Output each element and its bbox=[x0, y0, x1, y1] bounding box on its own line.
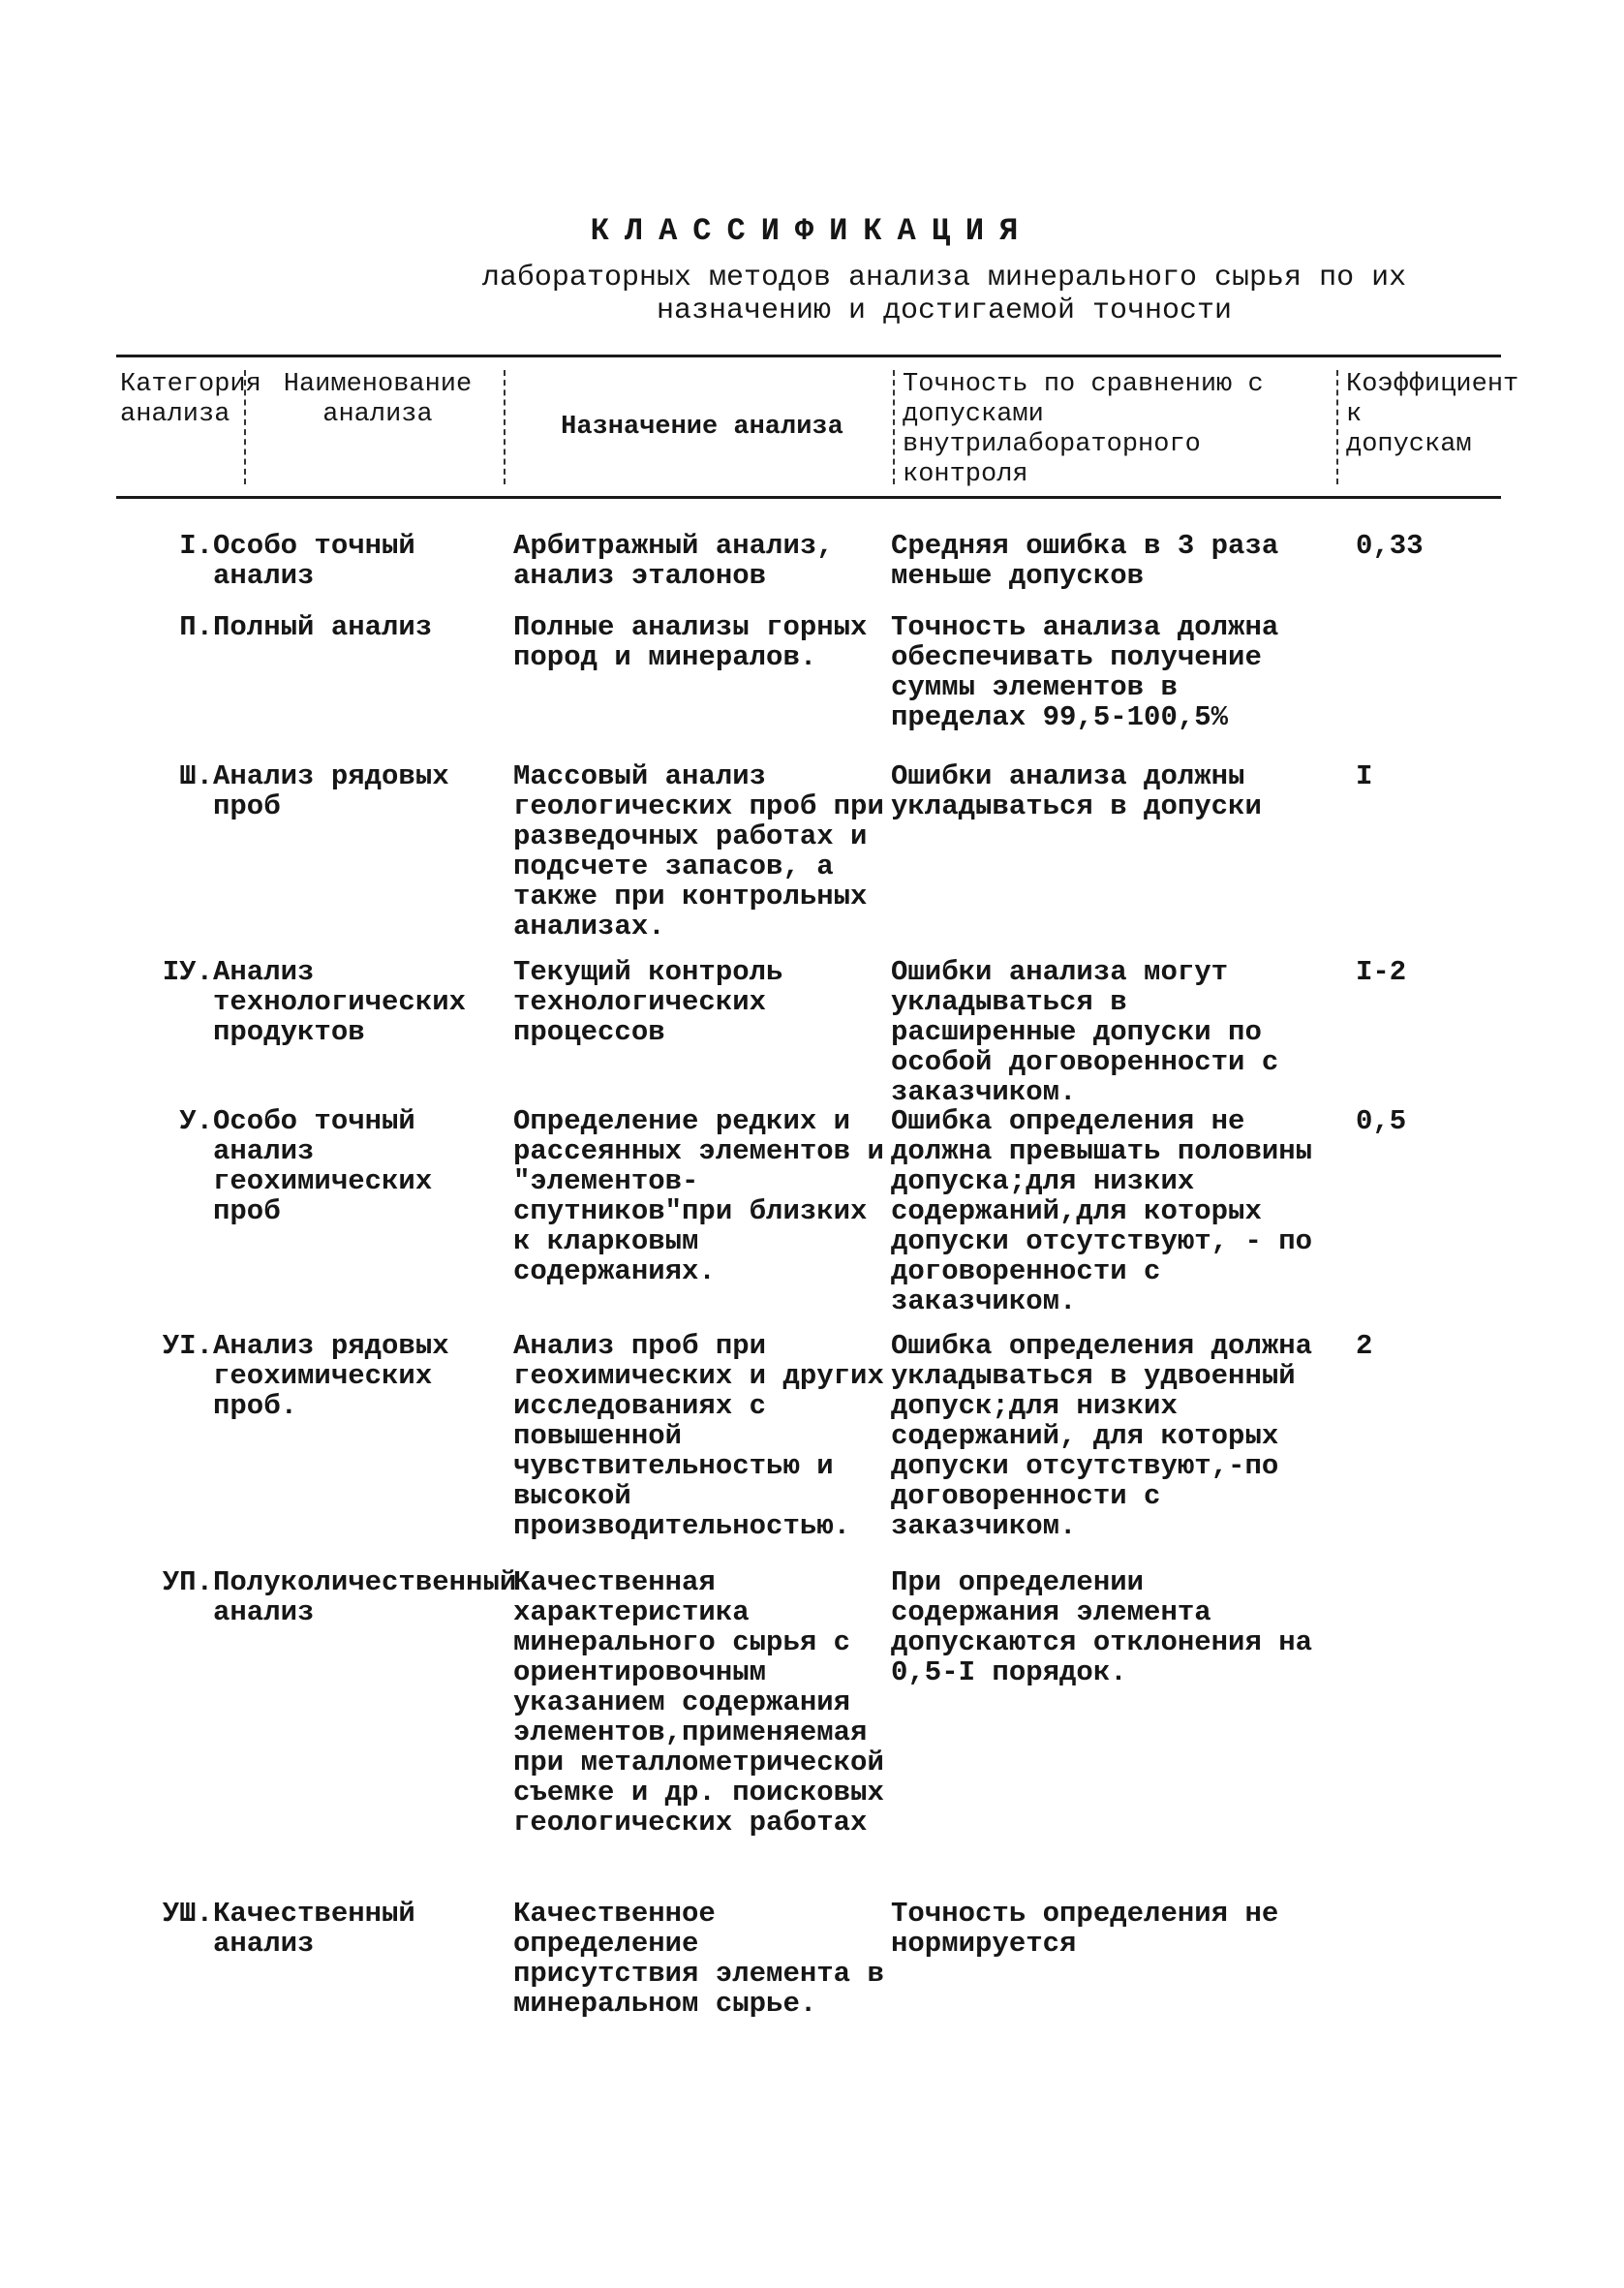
row-purpose: Качественное определение присутствия элемента в минеральном сырье. bbox=[513, 1898, 884, 2020]
table-header bbox=[116, 360, 1519, 496]
header-top-rule bbox=[116, 355, 1501, 357]
row-category: УI. bbox=[162, 1330, 213, 1362]
row-accuracy: Ошибка определения должна укладываться в удвоенный допуск;для низких содержаний, для которых допуски отсутствуют,-по договоренности с заказчиком. bbox=[891, 1330, 1313, 1542]
row-purpose: Определение редких и рассеянных элементов и "элементов-спутников"при близких к кларковым содержаниях. bbox=[513, 1105, 884, 1287]
column-header-name: Наименование анализа bbox=[244, 370, 502, 484]
row-category: I. bbox=[179, 530, 213, 562]
row-purpose: Текущий контроль технологических процессов bbox=[513, 956, 783, 1048]
row-name: Анализ рядовых проб bbox=[213, 760, 449, 822]
row-coefficient: I bbox=[1356, 760, 1373, 792]
row-coefficient: 0,5 bbox=[1356, 1105, 1407, 1137]
row-category: У. bbox=[179, 1105, 213, 1137]
row-coefficient: 0,33 bbox=[1356, 530, 1424, 562]
row-purpose: Качественная характеристика минерального сырья с ориентировочным указанием содержания элементов,применяемая при металлометрической съемке и др. поисковых геологических работах bbox=[513, 1566, 884, 1839]
column-header-purpose: Назначение анализа bbox=[504, 370, 891, 484]
row-name: Полный анализ bbox=[213, 611, 433, 643]
row-accuracy: При определении содержания элемента допускаются отклонения на 0,5-I порядок. bbox=[891, 1566, 1313, 1688]
row-category: УШ. bbox=[162, 1898, 213, 1930]
row-coefficient: 2 bbox=[1356, 1330, 1373, 1362]
row-name: Особо точный анализ bbox=[213, 530, 415, 592]
row-purpose: Полные анализы горных пород и минералов. bbox=[513, 611, 868, 673]
row-category: П. bbox=[179, 611, 213, 643]
row-name: Качественный анализ bbox=[213, 1898, 415, 1960]
column-header-accuracy: Точность по сравнению с допусками внутрилабораторного контроля bbox=[893, 370, 1317, 484]
row-category: IУ. bbox=[162, 956, 213, 988]
row-name: Анализ рядовых геохимических проб. bbox=[213, 1330, 449, 1422]
row-purpose: Арбитражный анализ, анализ эталонов bbox=[513, 530, 834, 592]
row-name: Анализ технологических продуктов bbox=[213, 956, 467, 1048]
row-purpose: Массовый анализ геологических проб при разведочных работах и подсчете запасов, а также при контрольных анализах. bbox=[513, 760, 884, 943]
row-name: Полуколичественный анализ bbox=[213, 1566, 517, 1628]
row-coefficient: I-2 bbox=[1356, 956, 1407, 988]
row-accuracy: Точность определения не нормируется bbox=[891, 1898, 1279, 1960]
row-purpose: Анализ проб при геохимических и других исследованиях с повышенной чувствительностью и высокой производительностью. bbox=[513, 1330, 884, 1542]
row-category: Ш. bbox=[179, 760, 213, 792]
row-accuracy: Средняя ошибка в 3 раза меньше допусков bbox=[891, 530, 1279, 592]
column-header-coefficient: Коэффициент к допускам bbox=[1336, 370, 1501, 484]
row-name: Особо точный анализ геохимических проб bbox=[213, 1105, 433, 1227]
row-accuracy: Точность анализа должна обеспечивать получение суммы элементов в пределах 99,5-100,5% bbox=[891, 611, 1279, 733]
row-accuracy: Ошибки анализа должны укладываться в допуски bbox=[891, 760, 1262, 822]
row-accuracy: Ошибки анализа могут укладываться в расширенные допуски по особой договоренности с заказчиком. bbox=[891, 956, 1279, 1108]
document-subtitle: лабораторных методов анализа минерального сырья по их назначению и достигаемой точности bbox=[481, 262, 1407, 327]
row-accuracy: Ошибка определения не должна превышать половины допуска;для низких содержаний,для которых допуски отсутствуют, - по договоренности с заказчиком. bbox=[891, 1105, 1313, 1317]
header-bottom-rule bbox=[116, 496, 1501, 499]
column-header-category: Категория анализа bbox=[120, 370, 261, 429]
document-title: КЛАССИФИКАЦИЯ bbox=[590, 213, 1034, 249]
row-category: УП. bbox=[162, 1566, 213, 1598]
